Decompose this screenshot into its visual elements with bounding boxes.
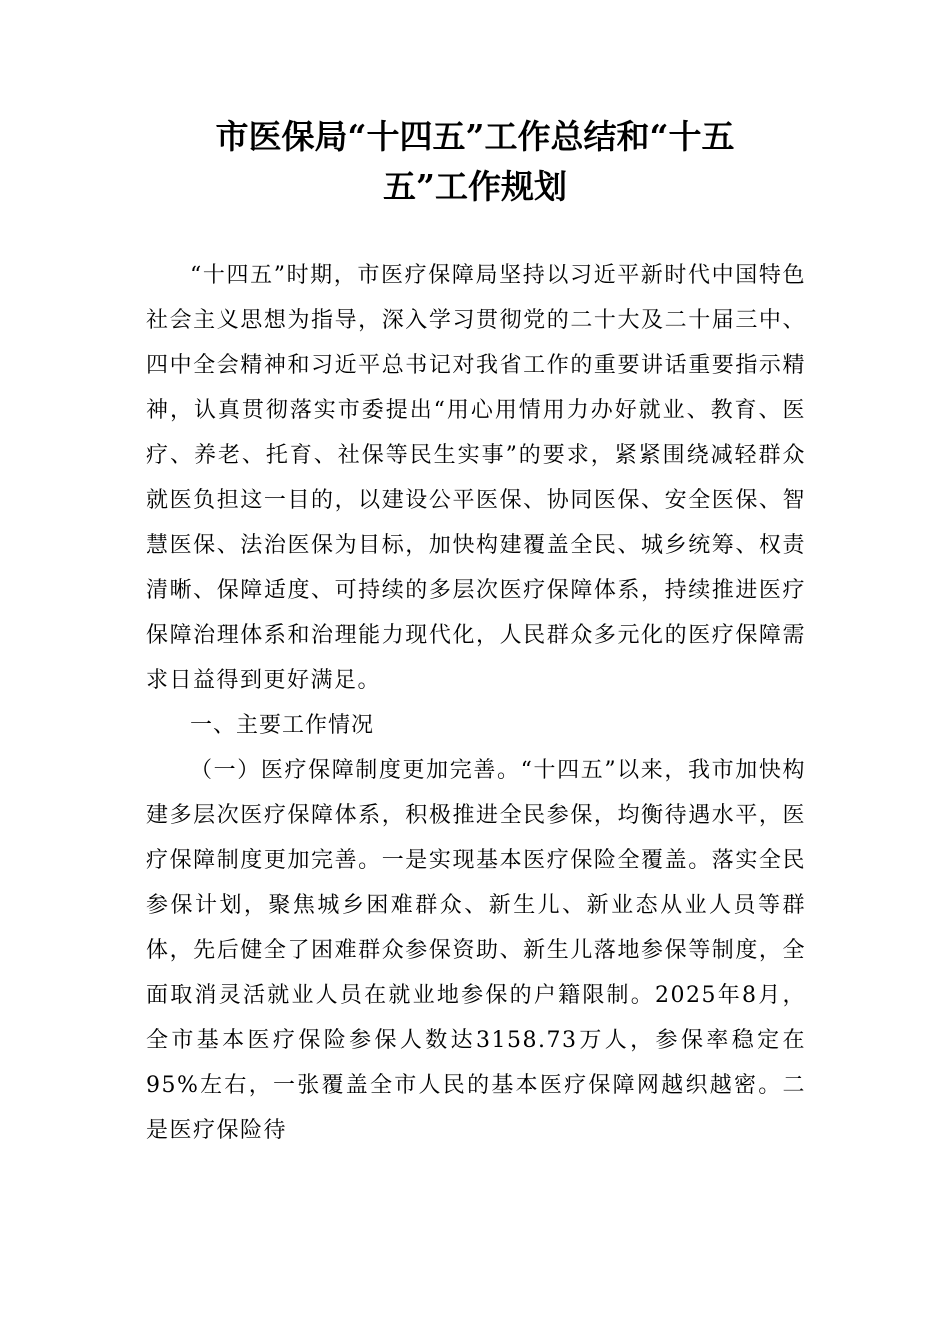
subsection-paragraph xyxy=(146,748,806,1153)
title-line-2: 五”工作规划 xyxy=(383,167,567,206)
section-heading: 一、主要工作情况 xyxy=(190,713,375,738)
document-body xyxy=(146,253,806,1153)
document-title xyxy=(120,112,830,212)
subsection-body: “十四五”以来，我市加快构建多层次医疗保障体系，积极推进全民参保，均衡待遇水平，医疗保障制度更加完善。一是实现基本医疗保险全覆盖。落实全民参保计划，聚焦城乡困难群众、新生儿、新业态从业人员等群体，先后健全了困难群众参保资助、新生儿落地参保等制度，全面取消灵活就业人员在就业地参保的户籍限制。2025年8月，全市基本医疗保险参保人数达3158.73万人，参保率稳定在95%左右，一张覆盖全市人民的基本医疗保障网越织越密。二是医疗保险待 xyxy=(146,758,806,1143)
intro-paragraph: “十四五”时期，市医疗保障局坚持以习近平新时代中国特色社会主义思想为指导，深入学习贯彻党的二十大及二十届三中、四中全会精神和习近平总书记对我省工作的重要讲话重要指示精神，认真贯彻落实市委提出“用心用情用力办好就业、教育、医疗、养老、托育、社保等民生实事”的要求，紧紧围绕减轻群众就医负担这一目的，以建设公平医保、协同医保、安全医保、智慧医保、法治医保为目标，加快构建覆盖全民、城乡统筹、权责清晰、保障适度、可持续的多层次医疗保障体系，持续推进医疗保障治理体系和治理能力现代化，人民群众多元化的医疗保障需求日益得到更好满足。 xyxy=(146,263,806,693)
subsection-title: （一）医疗保障制度更加完善。 xyxy=(190,758,521,783)
title-line-1: 市医保局“十四五”工作总结和“十五 xyxy=(215,117,735,156)
